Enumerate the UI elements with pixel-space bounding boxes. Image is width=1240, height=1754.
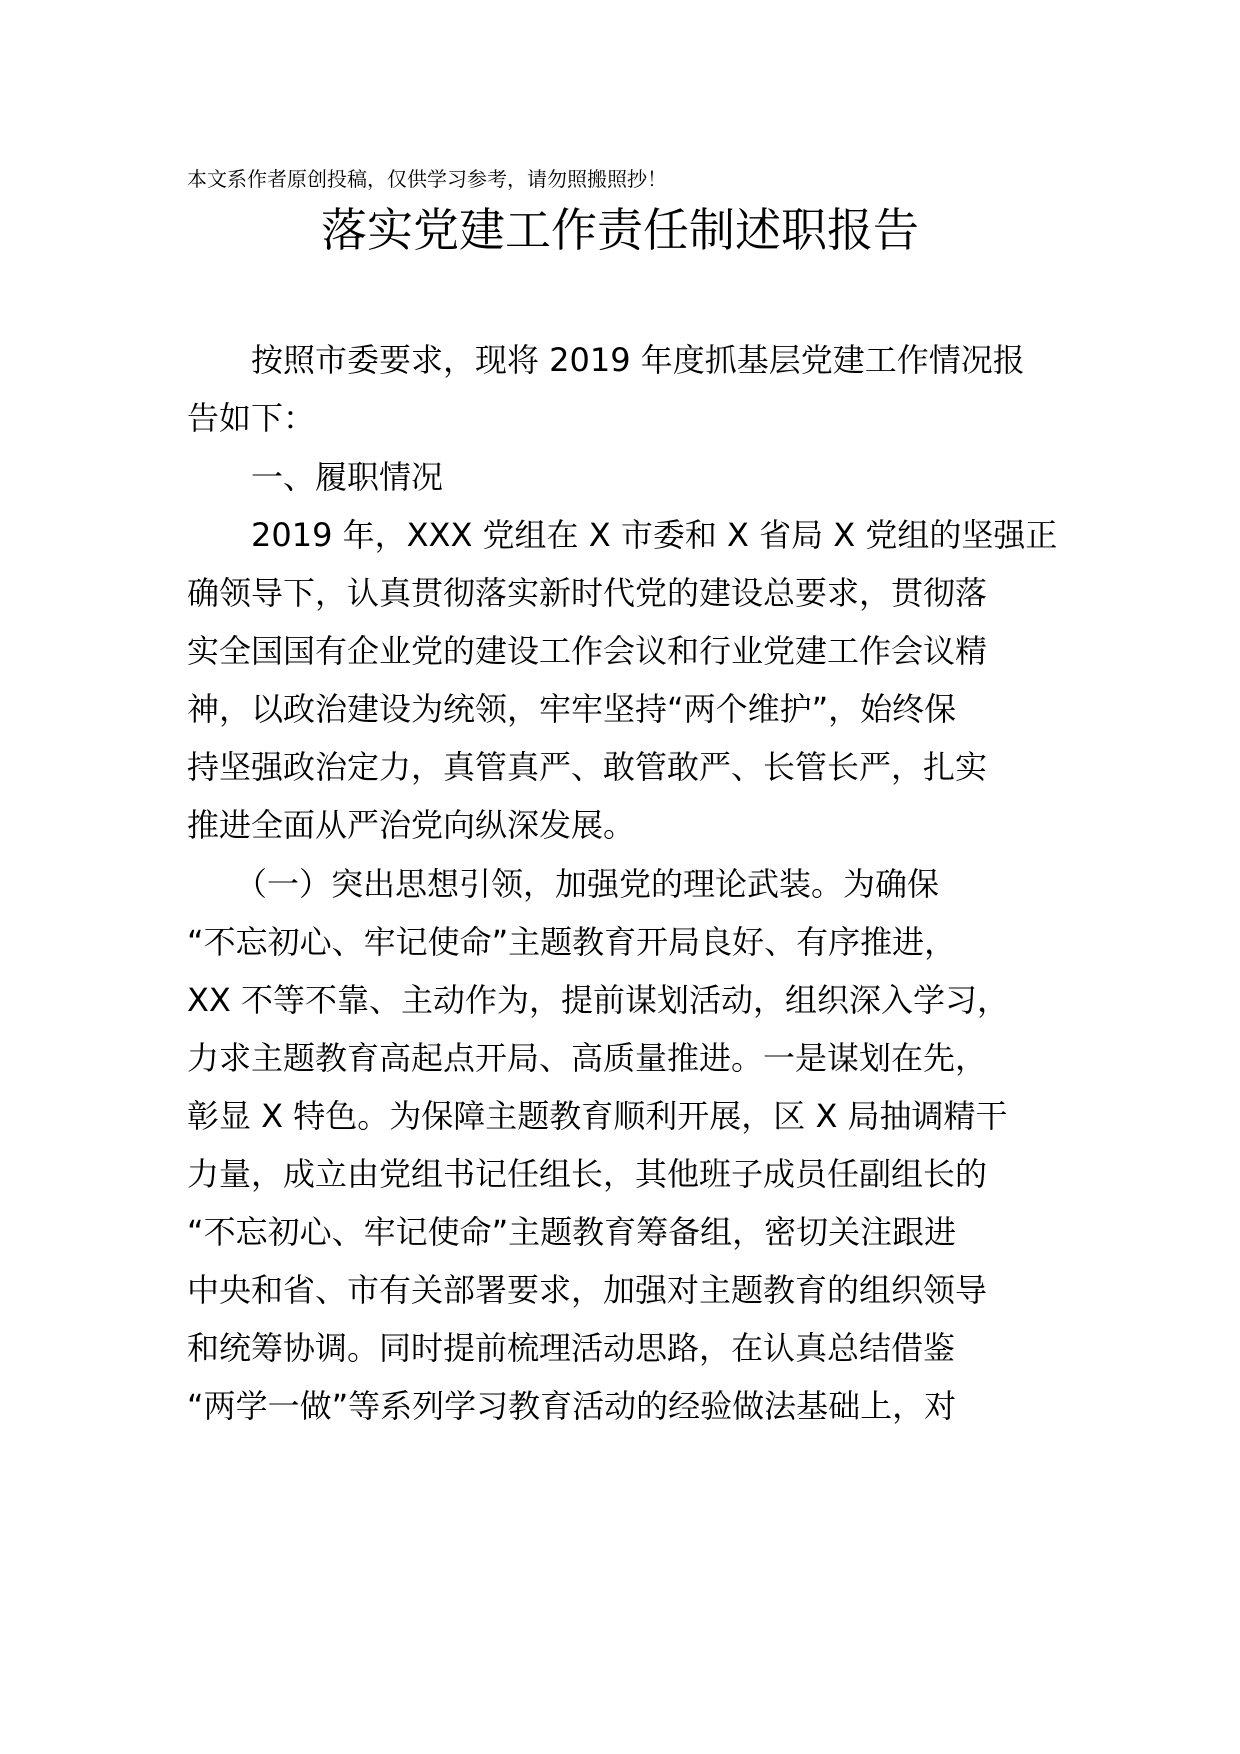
document-title: 落实党建工作责任制述职报告 [321,203,919,257]
body-line: 2019 年，XXX 党组在 X 市委和 X 省局 X 党组的坚强正 [187,516,1058,554]
body-line: “不忘初心、牢记使命”主题教育筹备组，密切关注跟进 [187,1213,957,1251]
body-line: 持坚强政治定力，真管真严、敢管敢严、长管长严，扎实 [187,748,988,786]
body-line: XX 不等不靠、主动作为，提前谋划活动，组织深入学习， [187,981,1010,1019]
body-line: （一）突出思想引领，加强党的理论武装。为确保 [187,865,940,903]
body-line: 力求主题教育高起点开局、高质量推进。一是谋划在先， [187,1039,988,1077]
section-heading: 一、履职情况 [187,458,444,496]
body-line: “不忘初心、牢记使命”主题教育开局良好、有序推进， [187,923,957,961]
body-line: 和统筹协调。同时提前梳理活动思路，在认真总结借鉴 [187,1329,956,1367]
body-line: 按照市委要求，现将 2019 年度抓基层党建工作情况报 [187,341,1025,379]
body-line: 推进全面从严治党向纵深发展。 [187,806,636,844]
body-line: 告如下： [187,399,316,437]
body-line: 实全国国有企业党的建设工作会议和行业党建工作会议精 [187,632,988,670]
body-line: 力量，成立由党组书记任组长，其他班子成员任副组长的 [187,1155,988,1193]
body-line: “两学一做”等系列学习教育活动的经验做法基础上，对 [187,1387,957,1425]
body-line: 神，以政治建设为统领，牢牢坚持“两个维护”，始终保 [187,690,957,728]
body-line: 确领导下，认真贯彻落实新时代党的建设总要求，贯彻落 [187,574,988,612]
body-line: 中央和省、市有关部署要求，加强对主题教育的组织领导 [187,1271,988,1309]
copyright-notice: 本文系作者原创投稿，仅供学习参考，请勿照搬照抄！ [187,167,667,191]
body-line: 彰显 X 特色。为保障主题教育顺利开展，区 X 局抽调精干 [187,1097,1008,1135]
